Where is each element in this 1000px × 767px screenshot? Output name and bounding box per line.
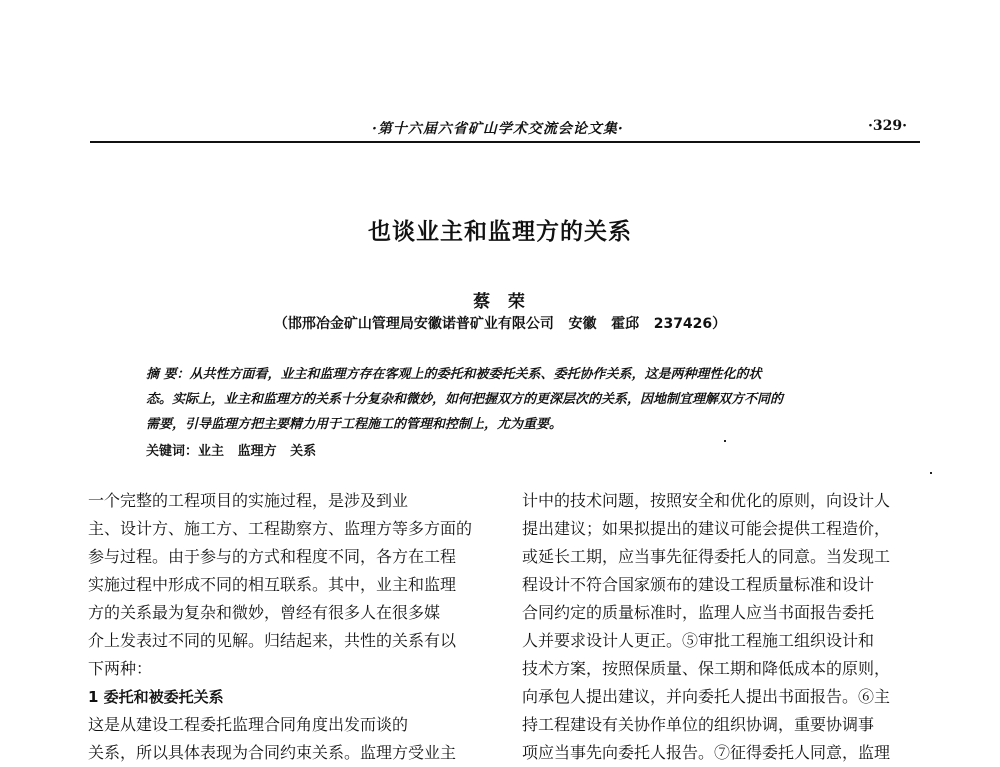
abstract bbox=[146, 362, 886, 437]
body-right-column bbox=[522, 487, 927, 767]
body-line: 计中的技术问题，按照安全和优化的原则，向设计人 bbox=[522, 491, 891, 510]
abstract-line: 需要，引导监理方把主要精力用于工程施工的管理和控制上，尤为重要。 bbox=[146, 417, 563, 432]
body-line: 技术方案，按照保质量、保工期和降低成本的原则， bbox=[522, 659, 891, 678]
body-line: 人并要求设计人更正。⑤审批工程施工组织设计和 bbox=[522, 631, 875, 650]
body-line: 一个完整的工程项目的实施过程，是涉及到业 bbox=[88, 491, 409, 510]
running-header-page-number: ·329· bbox=[868, 118, 907, 134]
body-line: 主、设计方、施工方、工程勘察方、监理方等多方面的 bbox=[88, 519, 473, 538]
body-line: 向承包人提出建议，并向委托人提出书面报告。⑥主 bbox=[522, 687, 891, 706]
article-author: 蔡 荣 bbox=[473, 292, 527, 312]
body-line: 提出建议；如果拟提出的建议可能会提供工程造价， bbox=[522, 519, 891, 538]
body-line: 合同约定的质量标准时，监理人应当书面报告委托 bbox=[522, 603, 875, 622]
body-line: 方的关系最为复杂和微妙，曾经有很多人在很多媒 bbox=[88, 603, 441, 622]
body-line: 程设计不符合国家颁布的建设工程质量标准和设计 bbox=[522, 575, 875, 594]
body-line: 下两种： bbox=[88, 659, 153, 678]
body-line: 这是从建设工程委托监理合同角度出发而谈的 bbox=[88, 715, 409, 734]
article-affiliation: （邯邢冶金矿山管理局安徽诺普矿业有限公司 安徽 霍邱 237426） bbox=[273, 316, 727, 332]
body-left-column bbox=[88, 487, 493, 767]
body-line: 参与过程。由于参与的方式和程度不同，各方在工程 bbox=[88, 547, 457, 566]
header-rule bbox=[90, 141, 920, 143]
article-title: 也谈业主和监理方的关系 bbox=[368, 219, 632, 245]
running-header-journal: ·第十六届六省矿山学术交流会论文集· bbox=[372, 121, 624, 137]
body-line: 介上发表过不同的见解。归结起来，共性的关系有以 bbox=[88, 631, 457, 650]
abstract-line: 态。实际上，业主和监理方的关系十分复杂和微妙，如何把握双方的更深层次的关系，因地制宜理解双方不同的 bbox=[146, 392, 784, 407]
scan-speck bbox=[724, 440, 726, 442]
body-line: 项应当事先向委托人报告。⑦征得委托人同意，监理 bbox=[522, 743, 891, 762]
abstract-line: 摘 要：从共性方面看，业主和监理方存在客观上的委托和被委托关系、委托协作关系，这是两种理性化的状 bbox=[146, 367, 762, 382]
body-line: 或延长工期，应当事先征得委托人的同意。当发现工 bbox=[522, 547, 891, 566]
body-line: 实施过程中形成不同的相互联系。其中，业主和监理 bbox=[88, 575, 457, 594]
keywords: 关键词：业主 监理方 关系 bbox=[146, 444, 317, 459]
body-line: 关系，所以具体表现为合同约束关系。监理方受业主 bbox=[88, 743, 457, 762]
body-line: 持工程建设有关协作单位的组织协调，重要协调事 bbox=[522, 715, 875, 734]
section-heading: 1 委托和被委托关系 bbox=[88, 688, 224, 706]
scan-speck bbox=[930, 472, 932, 474]
